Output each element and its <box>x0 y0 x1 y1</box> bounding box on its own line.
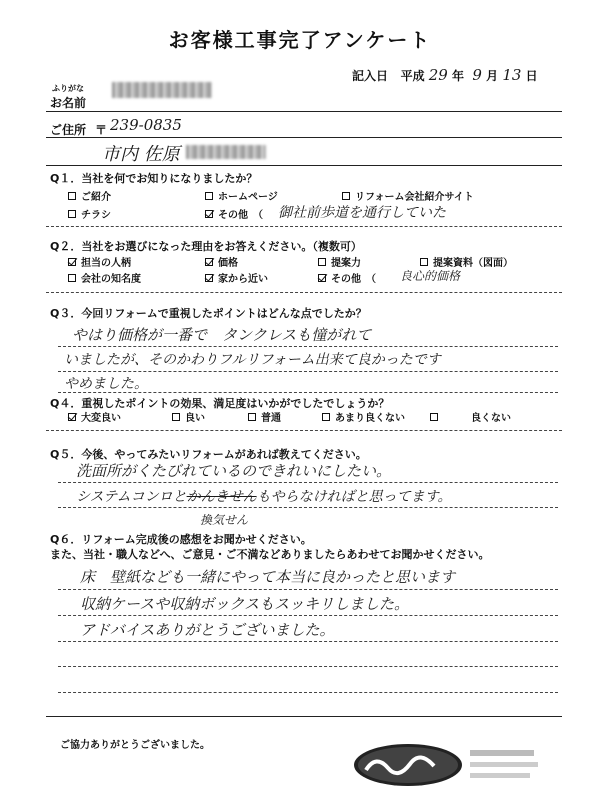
q2-checkbox-5[interactable] <box>205 274 213 282</box>
q6-ruled-line-4 <box>58 666 558 667</box>
q1-other-text: 御社前歩道を通行していた <box>278 205 446 221</box>
q2-option-other[interactable]: その他 （ <box>318 270 376 285</box>
q6-answer-line-2: 収納ケースや収納ボックスもスッキリしました。 <box>80 595 409 613</box>
q1-option-other[interactable]: その他 （ <box>205 206 263 221</box>
q5-answer-line-2: システムコンロとかんきせんもやらなければと思ってます。 <box>76 489 452 505</box>
divider-q2 <box>46 292 562 293</box>
q1-checkbox-0[interactable] <box>68 192 76 200</box>
postal-mark: 〒 <box>95 123 108 137</box>
entry-date-month-unit: 月 <box>486 69 499 83</box>
q4-checkbox-4[interactable] <box>430 413 438 421</box>
q3-ruled-line-1 <box>58 346 558 347</box>
q6-ruled-line-3 <box>58 641 558 642</box>
q6-answer-line-1: 床 壁紙なども一緒にやって本当に良かったと思います <box>80 568 456 586</box>
q2-option-reputation[interactable]: 会社の知名度 <box>68 270 141 285</box>
q2-option-staff[interactable]: 担当の人柄 <box>68 254 131 269</box>
divider-q1 <box>46 226 562 227</box>
q4-option-good[interactable]: 良い <box>172 409 205 424</box>
q3-ruled-line-2 <box>58 371 558 372</box>
q5-label: Q５．今後、やってみたいリフォームがあれば教えてください。 <box>50 448 367 461</box>
q2-option-price[interactable]: 価格 <box>205 254 238 269</box>
address-text: 市内 佐原 <box>102 144 180 165</box>
entry-date-day: 13 <box>502 66 522 84</box>
postal-code: 239-0835 <box>110 116 182 134</box>
entry-date-month: 9 <box>472 66 482 84</box>
entry-date-era: 平成 <box>400 69 425 83</box>
q4-option-bad[interactable]: 良くない <box>430 409 511 424</box>
q1-option-flyer[interactable]: チラシ <box>68 206 111 221</box>
q4-option-not-so-good[interactable]: あまり良くない <box>322 409 405 424</box>
divider-q4 <box>46 430 562 431</box>
q3-label: Q３．今回リフォームで重視したポイントはどんな点でしたか？ <box>50 307 367 320</box>
q4-checkbox-0[interactable] <box>68 413 76 421</box>
q2-checkbox-0[interactable] <box>68 258 76 266</box>
q6-label: Q６．リフォーム完成後の感想をお聞かせください。 <box>50 533 312 546</box>
q3-answer-line-3: やめました。 <box>64 376 148 392</box>
address-underline-1 <box>46 137 562 138</box>
page-title: お客様工事完了アンケート <box>168 28 432 52</box>
entry-date <box>352 66 538 84</box>
q4-checkbox-1[interactable] <box>172 413 180 421</box>
q4-checkbox-3[interactable] <box>322 413 330 421</box>
q2-checkbox-3[interactable] <box>420 258 428 266</box>
q1-checkbox-4[interactable] <box>205 210 213 218</box>
q2-checkbox-1[interactable] <box>205 258 213 266</box>
q4-option-average[interactable]: 普通 <box>248 409 281 424</box>
q1-option-homepage[interactable]: ホームページ <box>205 188 278 203</box>
q4-option-very-good[interactable]: 大変良い <box>68 409 121 424</box>
q2-label: Q２．当社をお選びになった理由をお答えください。（複数可） <box>50 240 362 253</box>
logo-text-bar-1 <box>470 750 534 756</box>
logo-text-bar-2 <box>470 762 538 767</box>
q2-checkbox-2[interactable] <box>318 258 326 266</box>
q2-checkbox-6[interactable] <box>318 274 326 282</box>
q1-option-reform-site[interactable]: リフォーム会社紹介サイト <box>342 188 474 203</box>
q4-checkbox-2[interactable] <box>248 413 256 421</box>
q1-label: Q１．当社を何でお知りになりましたか？ <box>50 172 258 185</box>
footer-thanks: ご協力ありがとうございました。 <box>60 740 210 751</box>
q1-checkbox-1[interactable] <box>205 192 213 200</box>
entry-date-label: 記入日 <box>352 69 389 83</box>
q5-ruled-line-1 <box>58 482 558 483</box>
name-label: お名前 <box>50 96 87 110</box>
furigana-label: ふりがな <box>52 84 84 93</box>
redacted-name <box>112 82 212 98</box>
q6-ruled-line-1 <box>58 589 558 590</box>
q2-option-proposal[interactable]: 提案力 <box>318 254 361 269</box>
entry-date-year: 29 <box>428 66 448 84</box>
q5-answer-line-1: 洗面所がくたびれているのできれいにしたい。 <box>76 462 392 480</box>
q3-answer-line-2: いましたが、そのかわりフルリフォーム出来て良かったです <box>64 352 441 368</box>
q4-label: Q４．重視したポイントの効果、満足度はいかがでしたでしょうか？ <box>50 397 390 410</box>
q6-label-2: また、当社・職人などへ、ご意見・ご不満などありましたらあわせてお聞かせください。 <box>50 548 490 561</box>
q5-struck-text: かんきせん <box>186 489 257 505</box>
q6-ruled-line-2 <box>58 615 558 616</box>
q2-option-nearby[interactable]: 家から近い <box>205 270 268 285</box>
q3-answer-line-1: やはり価格が一番で タンクレスも憧がれて <box>72 326 372 344</box>
q2-other-text: 良心的価格 <box>400 269 461 283</box>
name-underline <box>46 111 562 112</box>
address-label: ご住所 <box>50 123 87 137</box>
q6-answer-line-3: アドバイスありがとうございました。 <box>80 621 335 639</box>
entry-date-year-unit: 年 <box>452 69 465 83</box>
q3-ruled-line-3 <box>58 392 558 393</box>
q2-option-drawings[interactable]: 提案資料（図面） <box>420 254 513 269</box>
q1-option-introduction[interactable]: ご紹介 <box>68 188 111 203</box>
q5-ruled-line-2 <box>58 507 558 508</box>
company-logo-icon <box>352 742 542 788</box>
entry-date-day-unit: 日 <box>525 69 538 83</box>
q6-ruled-line-5 <box>58 692 558 693</box>
q2-checkbox-4[interactable] <box>68 274 76 282</box>
q5-correction-text: 換気せん <box>200 513 249 527</box>
address-underline-2 <box>46 165 562 166</box>
bottom-border <box>46 716 562 717</box>
q1-checkbox-2[interactable] <box>342 192 350 200</box>
redacted-address <box>186 145 266 159</box>
logo-text-bar-3 <box>470 773 530 778</box>
q1-checkbox-3[interactable] <box>68 210 76 218</box>
